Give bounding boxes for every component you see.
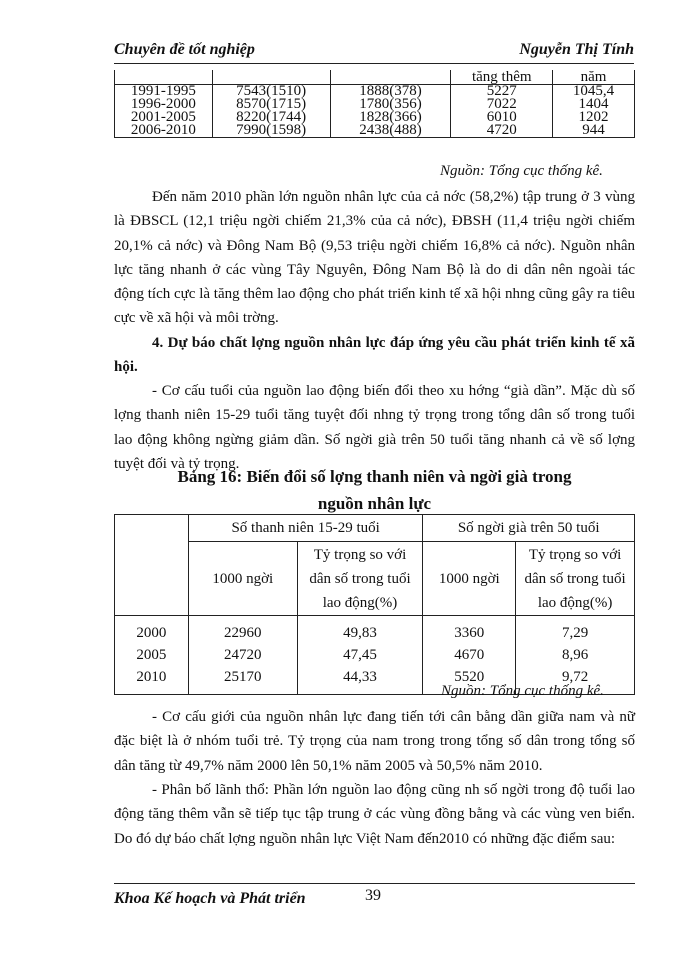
table-cell: 1780(356) <box>330 98 451 111</box>
paragraph-age-structure <box>114 379 635 476</box>
heading-text: 4. Dự báo chất lợng nguồn nhân lực đáp ứng yêu cầu phát triển kinh tế xã hội. <box>114 335 635 376</box>
header-right: Nguyễn Thị Tính <box>519 41 634 58</box>
table-cell: 2000 <box>115 616 189 645</box>
header-line: lao động(%) <box>537 594 613 611</box>
table-cell: 5227 <box>451 85 553 99</box>
table-cell: 4720 <box>451 124 553 138</box>
table-cell: 8,96 <box>516 644 635 666</box>
table-header-cell <box>516 542 635 616</box>
table-row <box>115 616 635 645</box>
table-header-row <box>115 515 635 542</box>
paragraph-text: - Phân bố lãnh thổ: Phần lớn nguồn lao động cũng nh số ngời trong độ tuổi lao động tăng thêm vẫn sẽ tiếp tục tập trung ở các vùng đồng bằng và các vùng ven biển. Do đó dự báo chất lợng nguồn nhân lực Việt Nam đến2010 có những đặc điểm sau: <box>114 782 635 847</box>
table-cell: 7990(1598) <box>212 124 330 138</box>
header-line: dân số trong tuổi <box>309 570 411 587</box>
table-cell: 25170 <box>188 666 297 695</box>
page-header <box>114 37 634 64</box>
paragraph-text: Đến năm 2010 phần lớn nguồn nhân lực của cả nớc (58,2%) tập trung ở 3 vùng là ĐBSCL (12,1 triệu ngời chiếm 21,3% của cả nớc), ĐBSH (11,4 triệu ngời chiếm 20,1% cả nớc) và Đông Nam Bộ (9,53 triệu ngời chiếm 16,8% cả nớc). Nguồn nhân lực tăng nhanh ở các vùng Tây Nguyên, Đông Nam Bộ là do di dân nên ngoài tác động tích cực là tăng thêm lao động cho phát triển kinh tế xã hội nhng cũng gây ra tiêu cực về xã hội và môi trờng. <box>114 189 635 327</box>
table2-caption <box>114 463 635 517</box>
table-cell: 8220(1744) <box>212 111 330 124</box>
table-cell: 24720 <box>188 644 297 666</box>
table-cell: 44,33 <box>297 666 423 695</box>
table-header-cell: Số thanh niên 15-29 tuổi <box>188 515 423 542</box>
paragraph-gender <box>114 705 635 778</box>
footer-faculty: Khoa Kế hoạch và Phát triển <box>114 890 306 907</box>
table-cell: 6010 <box>451 111 553 124</box>
table-cell: 7022 <box>451 98 553 111</box>
caption-line: nguồn nhân lực <box>317 494 432 513</box>
table-cell: 1828(366) <box>330 111 451 124</box>
table1-source: Nguồn: Tổng cục thống kê. <box>440 163 603 179</box>
table-cell: 47,45 <box>297 644 423 666</box>
table-cell: năm <box>553 70 635 85</box>
table-header-cell: Số ngời già trên 50 tuổi <box>423 515 635 542</box>
header-line: dân số trong tuổi <box>524 570 626 587</box>
paragraph-distribution <box>114 185 635 331</box>
table-cell: 1202 <box>553 111 635 124</box>
table-cell: 3360 <box>423 616 516 645</box>
header-line: Tỷ trọng so với <box>528 546 622 563</box>
header-line: Tỷ trọng so với <box>313 546 407 563</box>
table-cell: 8570(1715) <box>212 98 330 111</box>
table-cell: tăng thêm <box>451 70 553 85</box>
page-footer <box>114 883 635 914</box>
table-row <box>115 644 635 666</box>
section-heading-4 <box>114 331 635 380</box>
paragraph-territory <box>114 778 635 851</box>
table-header-row <box>115 542 635 616</box>
table-cell: 1888(378) <box>330 85 451 99</box>
table-row <box>115 124 635 138</box>
table2-source: Nguồn: Tổng cục thống kê. <box>441 683 604 699</box>
table-cell: 7543(1510) <box>212 85 330 99</box>
header-line: lao động(%) <box>322 594 398 611</box>
table-cell: 4670 <box>423 644 516 666</box>
table-cell: 2005 <box>115 644 189 666</box>
table-cell: 22960 <box>188 616 297 645</box>
table-cell: 5520 <box>423 666 516 695</box>
page-number: 39 <box>365 887 381 904</box>
labor-growth-table <box>114 70 635 138</box>
youth-elderly-table <box>114 514 635 695</box>
table-cell: 49,83 <box>297 616 423 645</box>
table-cell: 9,72 <box>516 666 635 695</box>
table-cell: 7,29 <box>516 616 635 645</box>
table-cell: 944 <box>553 124 635 138</box>
table-header-cell: 1000 ngời <box>188 542 297 616</box>
table-cell: 1045,4 <box>553 85 635 99</box>
table-cell: 1991-1995 <box>115 85 213 99</box>
paragraph-text: - Cơ cấu giới của nguồn nhân lực đang tiến tới cân bằng dần giữa nam và nữ đặc biệt là ở nhóm tuổi trẻ. Tỷ trọng của nam trong trong tổng số dân trong tổng số dân tăng từ 49,7% năm 2000 lên 50,1% năm 2005 và 50,5% năm 2010. <box>114 709 635 774</box>
table-cell: 1996-2000 <box>115 98 213 111</box>
table-cell: 1404 <box>553 98 635 111</box>
header-left: Chuyên đề tốt nghiệp <box>114 41 255 58</box>
table-header-cell <box>115 515 189 616</box>
table-header-cell <box>297 542 423 616</box>
table-cell: 2010 <box>115 666 189 695</box>
table-cell: 2001-2005 <box>115 111 213 124</box>
caption-line: Bảng 16: Biến đổi số lợng thanh niên và ngời già trong <box>177 467 572 486</box>
table-cell: 2438(488) <box>330 124 451 138</box>
paragraph-text: - Cơ cấu tuổi của nguồn lao động biến đổi theo xu hớng “già dần”. Mặc dù số lợng thanh niên 15-29 tuổi tăng tuyệt đối nhng tỷ trọng trong tổng dân số trong tuổi lao động không ngừng giảm dần. Số ngời già trên 50 tuổi tăng nhanh cả về số lợng tuyệt đối và tỷ trọng. <box>114 383 635 472</box>
table-cell: 2006-2010 <box>115 124 213 138</box>
table-header-cell: 1000 ngời <box>423 542 516 616</box>
